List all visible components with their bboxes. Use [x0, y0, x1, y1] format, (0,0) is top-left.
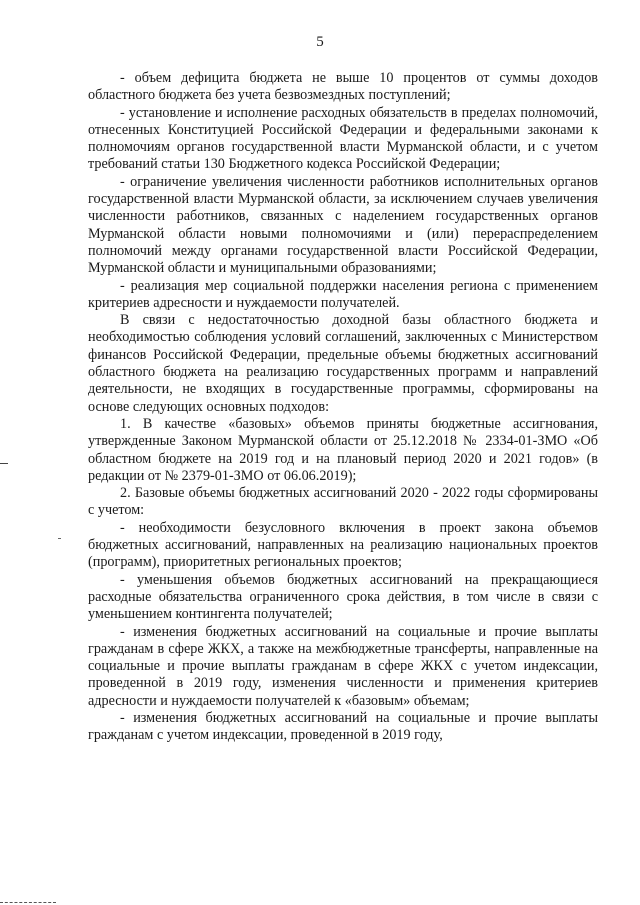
paragraph: - необходимости безусловного включения в проект закона объемов бюджетных ассигнований, направленных на реализацию национальных проектов (программ), приоритетных региональных проектов; — [88, 519, 598, 571]
scan-artifact — [0, 902, 56, 904]
page-number: 5 — [316, 34, 324, 50]
paragraph: 1. В качестве «базовых» объемов приняты бюджетные ассигнования, утвержденные Законом Мурманской области от 25.12.2018 № 2334-01-ЗМО «Об областном бюджете на 2019 год и на плановый период 2020 и 2021 годов» (в редакции от № 2379-01-ЗМО от 06.06.2019); — [88, 415, 598, 484]
paragraph: В связи с недостаточностью доходной базы областного бюджета и необходимостью соблюдения условий соглашений, заключенных с Министерством финансов Российской Федерации, предельные объемы бюджетных ассигнований областного бюджета на реализацию государственных программ и направлений деятельности, не входящих в государственные программы, сформированы на основе следующих основных подходов: — [88, 312, 598, 415]
paragraph: - объем дефицита бюджета не выше 10 процентов от суммы доходов областного бюджета без учета безвозмездных поступлений; — [88, 70, 598, 104]
paragraph: - изменения бюджетных ассигнований на социальные и прочие выплаты гражданам в сфере ЖКХ, а также на межбюджетные трансферты, направленные на социальные и прочие выплаты гражданам в сфере ЖКХ с учетом индексации, проведенной в 2019 году, изменения численности и применения критериев адресности и нуждаемости получателей к «базовым» объемам; — [88, 623, 598, 709]
scan-artifact — [58, 538, 61, 539]
paragraph: - изменения бюджетных ассигнований на социальные и прочие выплаты гражданам с учетом индексации, проведенной в 2019 году, — [88, 709, 598, 744]
scan-artifact — [0, 463, 8, 464]
paragraph: - уменьшения объемов бюджетных ассигнований на прекращающиеся расходные обязательства ограниченного срока действия, в том числе в связи с уменьшением контингента получателей; — [88, 571, 598, 623]
paragraph: - установление и исполнение расходных обязательств в пределах полномочий, отнесенных Конституцией Российской Федерации и федеральными законами к полномочиям органов государственной власти Мурманской области, и с учетом требований статьи 130 Бюджетного кодекса Российской Федерации; — [88, 104, 598, 173]
paragraph: 2. Базовые объемы бюджетных ассигнований 2020 - 2022 годы сформированы с учетом: — [88, 485, 598, 519]
paragraph: - ограничение увеличения численности работников исполнительных органов государственной власти Мурманской области, за исключением случаев увеличения численности работников, связанных с наделением государственных органов Мурманской области новыми полномочиями и (или) перераспределением полномочий между органами государственной власти Российской Федерации, Мурманской области и муниципальными образованиями; — [88, 173, 598, 277]
paragraph: - реализация мер социальной поддержки населения региона с применением критериев адресности и нуждаемости получателей. — [88, 277, 598, 311]
document-body — [88, 70, 598, 745]
